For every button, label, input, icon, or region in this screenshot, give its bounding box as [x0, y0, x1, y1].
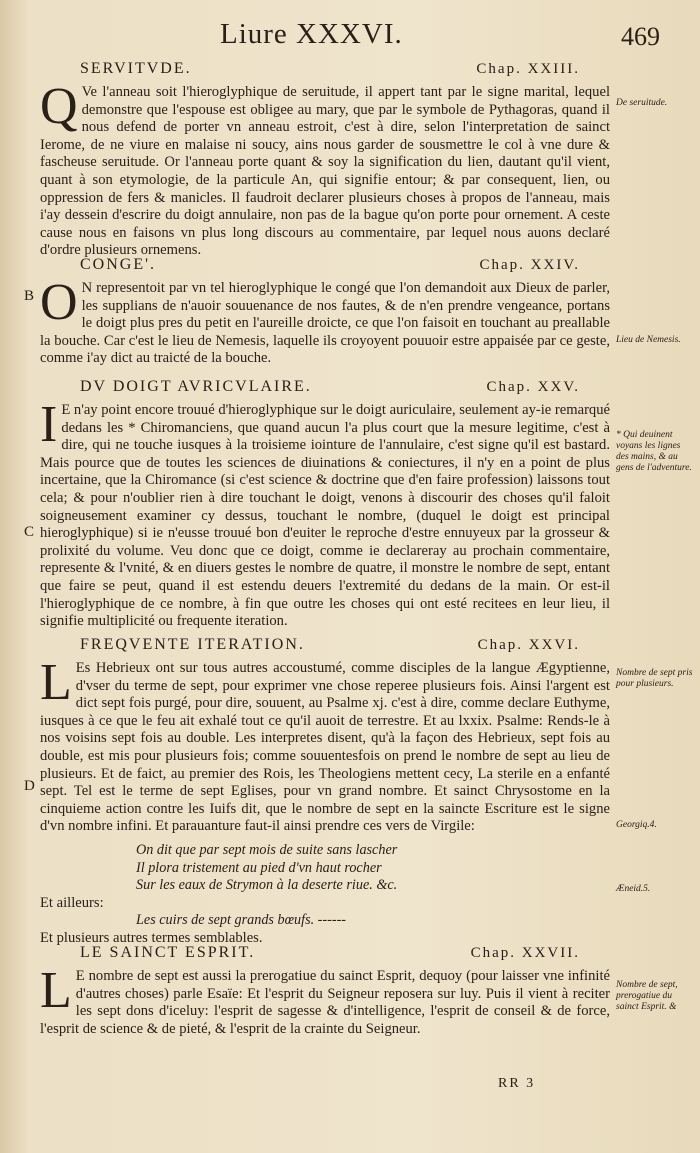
- section-text: O N representoit par vn tel hieroglyphique le congé que l'on demandoit aux Dieux de parler, les supplians de n'auoir souuenance de nos fautes, & de n'en prendre vengeance, portans le doigt plus pres du petit en l'aureille droicte, ce que l'on faisoit en touchant au preallable la bouche. Car c'est le lieu de Nemesis, laquelle ils croyoyent pouuoir estre appaisée par ce geste, comme i'ay dict au traicté de la bouche.: [40, 274, 610, 367]
- margin-note: Nombre de sept, prerogatiue du sainct Esprit. &: [616, 980, 678, 1012]
- verse-line: On dit que par sept mois de suite sans lascher: [136, 841, 398, 858]
- chapter-number: Chap. XXVII.: [470, 945, 580, 961]
- page-number: 469: [621, 22, 660, 51]
- section-servitude: [40, 60, 610, 266]
- section-heading: [40, 944, 610, 964]
- section-title: LE SAINCT ESPRIT.: [80, 944, 256, 961]
- chapter-number: Chap. XXV.: [486, 379, 580, 395]
- section-heading: [40, 256, 610, 276]
- drop-cap: I: [40, 396, 58, 453]
- section-text: Q Ve l'anneau soit l'hieroglyphique de seruitude, il appert tant par le signe marital, lequel demonstre que l'espouse est obligee au mary, que par le symbole de Pythagoras, quand il nous defend de porter vn anneau estroit, c'est à dire, selon l'interpretation de sainct Ierome, de ne viure en malaise ni soucy, ains nous garder de sousmettre le col à vne dure & fascheuse seruitude. Or l'anneau porte quant & soy la signification du lien, dautant qu'il vient, quant à son etymologie, de la particule An, qui signifie entour; & par consequent, lien, ou oppression de fers & manicles. Il faudroit declarer plusieurs choses à propos de l'anneau, mais i'ay dessein d'escrire du doigt annulaire, non pas de la bague qu'on porte pour ornement. A ceste cause nous en faisons vn plus long discours au commentaire, par lequel nous auons declaré d'ordre plusieurs ornemens.: [40, 78, 610, 259]
- section-letter: B: [24, 288, 35, 304]
- margin-note: De seruitude.: [616, 98, 668, 108]
- drop-cap: Q: [40, 78, 78, 135]
- section-title: CONGE'.: [80, 256, 156, 273]
- section-heading: [40, 636, 610, 656]
- section-frequente-iteration: [40, 636, 610, 948]
- text-line: Et ailleurs:: [40, 894, 104, 911]
- section-heading: [40, 378, 610, 398]
- page-header: [0, 12, 700, 56]
- section-doigt-auriculaire: [40, 378, 610, 637]
- section-letter: C: [24, 524, 35, 540]
- chapter-number: Chap. XXVI.: [477, 637, 580, 653]
- verse-line: Il plora tristement au pied d'vn haut rocher: [136, 859, 382, 876]
- section-title: DV DOIGT AVRICVLAIRE.: [80, 378, 312, 395]
- drop-cap: L: [40, 654, 72, 711]
- margin-note: Georgiq.4.: [616, 820, 657, 830]
- chapter-number: Chap. XXIII.: [476, 61, 580, 77]
- section-title: FREQVENTE ITERATION.: [80, 636, 305, 653]
- section-title: SERVITVDE.: [80, 60, 192, 77]
- drop-cap: O: [40, 274, 78, 331]
- drop-cap: L: [40, 962, 72, 1019]
- verse-line: Sur les eaux de Strymon à la deserte riue. &c.: [136, 877, 398, 894]
- section-conge: [40, 256, 610, 374]
- section-text: L Es Hebrieux ont sur tous autres accoustumé, comme disciples de la langue Ægyptienne, d'vser du terme de sept, pour exprimer vne chose reperee plusieurs fois. Ainsi l'argent est dict sept fois purgé, pour dire, souuent, au Psalme xj. c'est à dire, comme declare Euthyme, iusques à ce que le feu ait exhalé tout ce qu'il auoit de terrestre. Et au lxxix. Psalme: Rends-le à nos voisins sept fois au double. Les interpretes disent, qu'à la façon des Hebrieux, sept fois au double, est mis pour plusieurs fois; comme souuentesfois on prend le nombre de sept au lieu de plusieurs. Et de faict, au premier des Rois, les Theologiens mettent cecy, La sterile en a enfanté sept. Tel est le terme de sept Eglises, pour vn grand nombre. Et sainct Chrysostome en la cinquieme action contre les Iuifs dit, que le nombre de sept en la saincte Escriture est le signe d'vn nombre infini. Et parauanture faut-il ainsi prendre ces vers de Virgile:: [40, 654, 610, 835]
- chapter-number: Chap. XXIV.: [479, 257, 580, 273]
- section-text: L E nombre de sept est aussi la prerogatiue du sainct Esprit, dequoy (pour laisser vne infinité d'autres choses) parle Esaïe: Et l'esprit du Seigneur reposera sur luy. Puis il vient à reciter les sept dons d'iceluy: l'esprit de sagesse & d'intelligence, l'esprit de conseil & de force, l'esprit de science & de pieté, & l'esprit de la crainte du Seigneur.: [40, 962, 610, 1037]
- margin-note: Lieu de Nemesis.: [616, 335, 681, 345]
- section-letter: D: [24, 778, 35, 794]
- margin-note: Æneid.5.: [616, 884, 651, 894]
- margin-note: Nombre de sept pris pour plusieurs.: [616, 668, 693, 689]
- signature-mark: RR 3: [498, 1076, 536, 1091]
- section-heading: [40, 60, 610, 80]
- section-text: I E n'ay point encore trouué d'hieroglyphique sur le doigt auriculaire, seulement ay-ie remarqué dedans les * Chiromanciens, que quand aucun l'a plus court que la mesure legitime, c'est à dire, qui ne touche iusques à la troisieme iointure de l'annulaire, c'est signe qu'il est bastard. Mais pource que de toutes les sciences de diuinations & coniectures, il n'y en a point de plus incertaine, que la Chiromance (si c'est science & doctrine que d'en faire profession) laissons tout cela; & pour n'oublier rien à dire touchant le doigt, venons à discourir des choses qu'il faloit soigneusement examiner cy dessus, touchant le nombre, (duquel le doigt est principal hieroglyphique) si ie n'eusse trouué bon d'euiter le reproche d'estre ennuyeux par la grosseur & prolixité du volume. Veu donc que ce doigt, comme ie declareray au prochain commentaire, represente & l'vnité, & en diuers gestes le nombre de quatre, il monstre le nombre de sept, entant que faire se peut, quand il est estendu deuers l'extremité du dedans de la main. Or est-il l'hieroglyphique de ce nombre, à fin que outre les choses qui ont esté recitees en leur lieu, il signifie multiplicité ou frequente iteration.: [40, 396, 611, 630]
- running-title: Liure XXXVI.: [220, 18, 403, 50]
- section-sainct-esprit: [40, 944, 610, 1044]
- verse-line: Les cuirs de sept grands bœufs. ------: [136, 912, 347, 929]
- margin-note: * Qui deuinent voyans les lignes des mains, & au gens de l'adventure.: [616, 430, 692, 473]
- text-line: Et plusieurs autres termes semblables.: [40, 929, 263, 946]
